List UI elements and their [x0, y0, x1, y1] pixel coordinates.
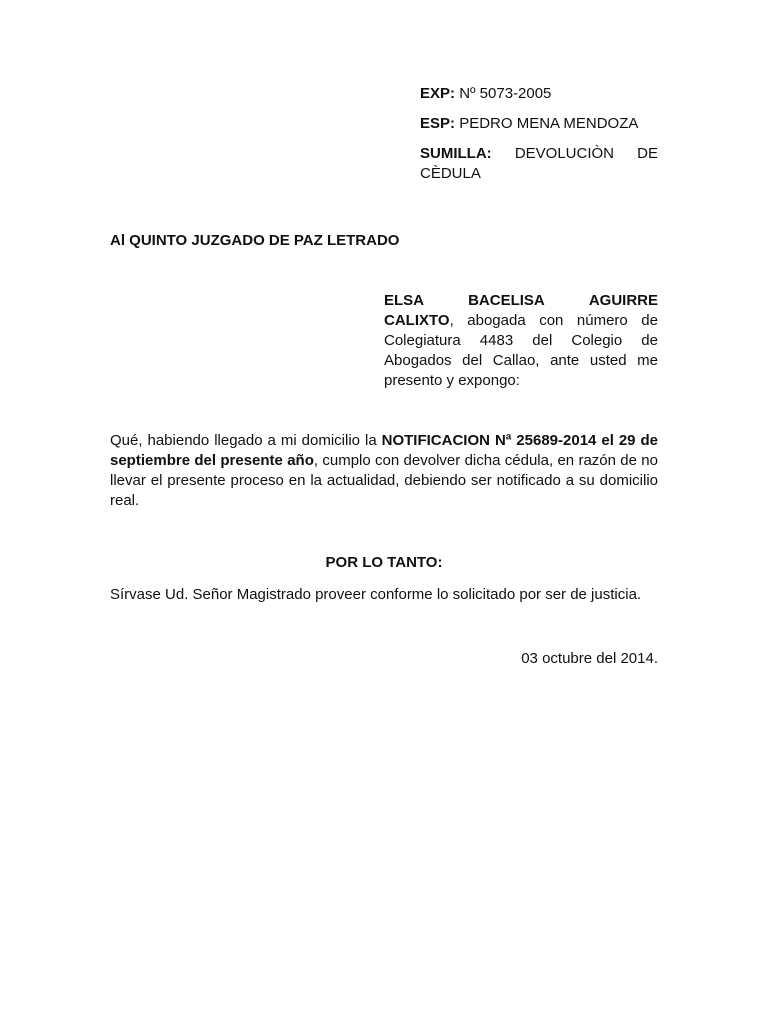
- sumilla-label: SUMILLA:: [420, 145, 492, 162]
- body-paragraph: [110, 431, 658, 511]
- sumilla-first-line: [420, 144, 658, 164]
- case-header: [420, 84, 658, 184]
- esp-label: ESP:: [420, 115, 456, 132]
- exp-value: Nº 5073-2005: [459, 85, 552, 102]
- sumilla-block: [420, 144, 658, 184]
- body-notification-ref: NOTIFICACION Nª 25689-2014 el 29 de septiembre del presente año: [110, 432, 658, 469]
- presenter-name-word: ELSA: [384, 292, 425, 309]
- esp-value: PEDRO MENA MENDOZA: [459, 115, 639, 132]
- presenter-name-word: BACELISA: [468, 292, 545, 309]
- body-text-part-2: , cumplo con devolver dicha cédula, en razón de no llevar el presente proceso en la actualidad, debiendo ser notificado a su domicilio real.: [110, 452, 658, 509]
- presenter-paragraph: [384, 291, 658, 391]
- presenter-name-first-line: [384, 291, 658, 311]
- document-date: 03 octubre del 2014.: [521, 650, 658, 667]
- sumilla-word-2: DE: [637, 145, 658, 162]
- especialista-line: [420, 114, 658, 134]
- body-text-part-1: Qué, habiendo llegado a mi domicilio la: [110, 432, 382, 449]
- addressee-heading: Al QUINTO JUZGADO DE PAZ LETRADO: [110, 232, 400, 249]
- sumilla-second-line: CÈDULA: [420, 165, 481, 182]
- por-lo-tanto-heading: POR LO TANTO:: [325, 554, 443, 571]
- exp-label: EXP:: [420, 85, 456, 102]
- presenter-name-word: AGUIRRE: [588, 292, 658, 309]
- sumilla-word-1: DEVOLUCIÒN: [514, 145, 614, 162]
- request-paragraph: Sírvase Ud. Señor Magistrado proveer conforme lo solicitado por ser de justicia.: [110, 586, 642, 603]
- expediente-line: [420, 84, 658, 104]
- presenter-name-last: CALIXTO: [384, 312, 450, 329]
- presenter-description: , abogada con número de Colegiatura 4483 del Colegio de Abogados del Callao, ante usted me presento y expongo:: [384, 312, 658, 389]
